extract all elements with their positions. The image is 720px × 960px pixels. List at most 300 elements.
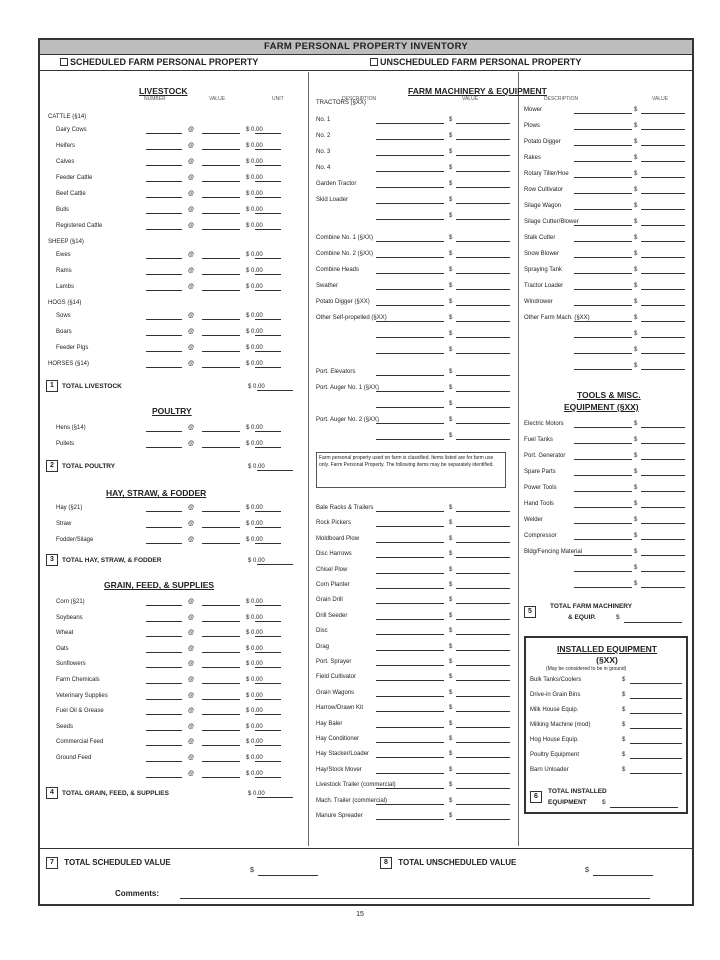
sheep-row-1-number[interactable]: [146, 265, 182, 275]
tools-row-8-label: Bldg/Fencing Material: [524, 549, 583, 555]
mach-b-row-7-dollar: $: [449, 347, 453, 353]
tools-row-5: [524, 498, 690, 511]
mach-d-row-8-label: Disc: [316, 628, 328, 635]
hay-row-2-unit-field[interactable]: [255, 534, 281, 544]
mach-b-row-0-value[interactable]: [456, 232, 510, 242]
tools-row-2-value[interactable]: [641, 450, 685, 460]
mach-d-row-11-value[interactable]: [456, 671, 510, 681]
mach-d-row-10-desc[interactable]: [376, 656, 444, 666]
unscheduled-checkbox[interactable]: [370, 58, 378, 66]
mach-right-row-6-value[interactable]: [641, 200, 685, 210]
sheep-row-1-value[interactable]: [202, 265, 240, 275]
mach-right-row-4-value[interactable]: [641, 168, 685, 178]
horses-number[interactable]: [146, 358, 182, 368]
grain-row-1-value[interactable]: [202, 612, 240, 622]
mach-a-row-6-desc[interactable]: [376, 210, 444, 220]
grain-row-9-value[interactable]: [202, 736, 240, 746]
mach-b-row-5-value[interactable]: [456, 312, 510, 322]
hog-row-0-number[interactable]: [146, 310, 182, 320]
mach-d-row-19-value[interactable]: [456, 795, 510, 805]
tools-row-1-label: Fuel Tanks: [524, 437, 553, 443]
hog-row-0-unit-field[interactable]: [255, 310, 281, 320]
tools-row-6-desc[interactable]: [574, 514, 632, 524]
mach-d-row-18-value[interactable]: [456, 779, 510, 789]
mach-right-row-0-desc[interactable]: [574, 104, 632, 114]
hog-row-1-number[interactable]: [146, 326, 182, 336]
mach-d-row-11-desc[interactable]: [376, 671, 444, 681]
grain-row-6-value[interactable]: [202, 690, 240, 700]
cattle-row-2-value[interactable]: [202, 156, 240, 166]
grain-row-4-number[interactable]: [146, 658, 182, 668]
cattle-row-3-value[interactable]: [202, 172, 240, 182]
mach-a-row-4: [316, 178, 516, 191]
mach-b-row-6-value[interactable]: [456, 328, 510, 338]
mach-c-row-4-value[interactable]: [456, 430, 510, 440]
mach-a-row-4-desc[interactable]: [376, 178, 444, 188]
mach-right-row-13-desc[interactable]: [574, 312, 632, 322]
cattle-row-3-unit-field[interactable]: [255, 172, 281, 182]
grain-row-11-at: @: [188, 770, 195, 777]
cattle-row-4-number[interactable]: [146, 188, 182, 198]
mach-b-row-1-value[interactable]: [456, 248, 510, 258]
mach-right-row-7-desc[interactable]: [574, 216, 632, 226]
mach-d-row-2-value[interactable]: [456, 533, 510, 543]
installed-row-4-value[interactable]: [630, 734, 682, 744]
grain-row-7-number[interactable]: [146, 705, 182, 715]
horses-at: @: [188, 361, 195, 367]
grain-row-10-value[interactable]: [202, 752, 240, 762]
grain-row-6-number[interactable]: [146, 690, 182, 700]
hay-row-0-unit-field[interactable]: [255, 502, 281, 512]
tools-row-3-value[interactable]: [641, 466, 685, 476]
mach-right-row-8-value[interactable]: [641, 232, 685, 242]
mach-b-row-2-desc[interactable]: [376, 264, 444, 274]
grain-row-3-unit-field[interactable]: [255, 643, 281, 653]
grain-row-0-number[interactable]: [146, 596, 182, 606]
installed-row-3-value[interactable]: [630, 719, 682, 729]
tools-header-2: EQUIPMENT (§XX): [564, 402, 639, 412]
mach-right-row-6: [524, 200, 690, 213]
hog-row-1-value[interactable]: [202, 326, 240, 336]
cattle-row-5-number[interactable]: [146, 204, 182, 214]
cattle-row-1-unit-field[interactable]: [255, 140, 281, 150]
hay-row-0: [48, 502, 303, 515]
cattle-row-6-value[interactable]: [202, 220, 240, 230]
mach-d-row-3-value[interactable]: [456, 548, 510, 558]
tools-row-0-desc[interactable]: [574, 418, 632, 428]
sched-value-field[interactable]: [258, 866, 318, 876]
cattle-row-2-unit-field[interactable]: [255, 156, 281, 166]
sheep-row-0-number[interactable]: [146, 249, 182, 259]
grain-row-1-number[interactable]: [146, 612, 182, 622]
hog-row-2: [48, 342, 303, 355]
mach-d-row-1-desc[interactable]: [376, 517, 444, 527]
installed-row-6-value[interactable]: [630, 764, 682, 774]
grain-row-9-number[interactable]: [146, 736, 182, 746]
mach-d-row-2-dollar: $: [449, 535, 453, 542]
cattle-row-3-number[interactable]: [146, 172, 182, 182]
mach-d-row-18-desc[interactable]: [376, 779, 444, 789]
mach-a-row-3-desc[interactable]: [376, 162, 444, 172]
poultry-row-1-value[interactable]: [202, 438, 240, 448]
installed-row-2-value[interactable]: [630, 704, 682, 714]
grain-row-10-unit-field[interactable]: [255, 752, 281, 762]
mach-right-row-1-desc[interactable]: [574, 120, 632, 130]
total-machinery-field[interactable]: [624, 613, 682, 623]
sheep-row-2-number[interactable]: [146, 281, 182, 291]
mach-d-row-4-desc[interactable]: [376, 564, 444, 574]
grain-row-8-unit-field[interactable]: [255, 721, 281, 731]
mach-d-row-14-value[interactable]: [456, 718, 510, 728]
cattle-row-6-number[interactable]: [146, 220, 182, 230]
tools-row-8-value[interactable]: [641, 546, 685, 556]
mach-c-row-1-desc[interactable]: [376, 382, 444, 392]
tools-row-9-desc[interactable]: [574, 562, 632, 572]
mach-a-row-1-value[interactable]: [456, 130, 510, 140]
mach-d-row-7-value[interactable]: [456, 610, 510, 620]
cattle-row-0-unit: $ 0.00: [246, 127, 263, 133]
mach-right-row-8-desc[interactable]: [574, 232, 632, 242]
tools-row-7-dollar: $: [634, 533, 638, 539]
mach-right-row-10: [524, 264, 690, 277]
grain-row-8-value[interactable]: [202, 721, 240, 731]
mach-right-row-14-desc[interactable]: [574, 328, 632, 338]
mach-d-row-20-value[interactable]: [456, 810, 510, 820]
mach-a-row-6-value[interactable]: [456, 210, 510, 220]
sheep-row-1-unit-field[interactable]: [255, 265, 281, 275]
tools-row-1-desc[interactable]: [574, 434, 632, 444]
mach-d-row-2-desc[interactable]: [376, 533, 444, 543]
mach-a-row-0-value[interactable]: [456, 114, 510, 124]
grain-row-5-unit-field[interactable]: [255, 674, 281, 684]
mach-d-row-12-desc[interactable]: [376, 687, 444, 697]
cattle-row-0-value[interactable]: [202, 124, 240, 134]
cattle-row-1-value[interactable]: [202, 140, 240, 150]
hog-row-1-unit-field[interactable]: [255, 326, 281, 336]
mach-right-row-7-value[interactable]: [641, 216, 685, 226]
grain-row-2-unit-field[interactable]: [255, 627, 281, 637]
mach-right-row-10-desc[interactable]: [574, 264, 632, 274]
mach-right-row-0-value[interactable]: [641, 104, 685, 114]
mach-c-row-1-value[interactable]: [456, 382, 510, 392]
total-installed-field[interactable]: [610, 798, 678, 808]
hay-row-2-at: @: [188, 537, 195, 543]
mach-b-row-6-desc[interactable]: [376, 328, 444, 338]
mach-d-row-15-desc[interactable]: [376, 733, 444, 743]
total-hay-field[interactable]: [257, 555, 293, 565]
mach-d-row-20-desc[interactable]: [376, 810, 444, 820]
tools-row-9-value[interactable]: [641, 562, 685, 572]
mach-b-row-3-desc[interactable]: [376, 280, 444, 290]
mach-d-row-5-value[interactable]: [456, 579, 510, 589]
mach-right-row-8-dollar: $: [634, 235, 638, 241]
total-hay-dollar: $ 0.00: [248, 558, 265, 564]
mach-a-row-4-value[interactable]: [456, 178, 510, 188]
tools-row-4-value[interactable]: [641, 482, 685, 492]
total-installed-box: 6: [530, 791, 542, 803]
mach-d-row-0-desc[interactable]: [376, 502, 444, 512]
grain-row-8: [48, 721, 303, 734]
mach-c-row-4-desc[interactable]: [376, 430, 444, 440]
tools-row-0-value[interactable]: [641, 418, 685, 428]
tools-row-1-value[interactable]: [641, 434, 685, 444]
poultry-row-1-number[interactable]: [146, 438, 182, 448]
mach-a-row-0-desc[interactable]: [376, 114, 444, 124]
poultry-row-0-number[interactable]: [146, 422, 182, 432]
mach-a-row-4-dollar: $: [449, 181, 453, 187]
horses-unit-field[interactable]: [255, 358, 281, 368]
mach-right-row-1-value[interactable]: [641, 120, 685, 130]
mach-right-row-6-desc[interactable]: [574, 200, 632, 210]
grain-row-0-value[interactable]: [202, 596, 240, 606]
mach-d-row-14-desc[interactable]: [376, 718, 444, 728]
mach-d-row-0-value[interactable]: [456, 502, 510, 512]
mach-b-row-4-desc[interactable]: [376, 296, 444, 306]
hay-row-0-value[interactable]: [202, 502, 240, 512]
mach-d-row-16-value[interactable]: [456, 748, 510, 758]
mach-a-row-5-desc[interactable]: [376, 194, 444, 204]
cattle-row-0-unit-field[interactable]: [255, 124, 281, 134]
mach-d-row-6-desc[interactable]: [376, 594, 444, 604]
mach-d-row-9-value[interactable]: [456, 641, 510, 651]
poultry-row-0-unit: $ 0.00: [246, 425, 263, 431]
mach-right-row-11-desc[interactable]: [574, 280, 632, 290]
mach-d-row-17-desc[interactable]: [376, 764, 444, 774]
mach-d-row-19-label: Mach. Trailer (commercial): [316, 797, 388, 804]
sheep-row-2-value[interactable]: [202, 281, 240, 291]
mach-right-row-2-label: Potato Digger: [524, 139, 561, 145]
mach-right-row-9-desc[interactable]: [574, 248, 632, 258]
mach-right-row-15-value[interactable]: [641, 344, 685, 354]
total-poultry-field[interactable]: [257, 461, 293, 471]
mach-d-row-4-value[interactable]: [456, 564, 510, 574]
mach-b-row-1-desc[interactable]: [376, 248, 444, 258]
mach-right-row-2-desc[interactable]: [574, 136, 632, 146]
mach-right-row-0-label: Mower: [524, 107, 543, 113]
grain-row-3-value[interactable]: [202, 643, 240, 653]
comments-field[interactable]: [180, 889, 650, 899]
mach-right-row-2-value[interactable]: [641, 136, 685, 146]
scheduled-option[interactable]: [60, 54, 258, 70]
mach-b-row-5-desc[interactable]: [376, 312, 444, 322]
grain-row-7-value[interactable]: [202, 705, 240, 715]
mach-d-row-8-desc[interactable]: [376, 625, 444, 635]
mach-right-row-15-desc[interactable]: [574, 344, 632, 354]
grain-row-4-unit-field[interactable]: [255, 658, 281, 668]
cattle-row-6-unit-field[interactable]: [255, 220, 281, 230]
mach-right-row-16-desc[interactable]: [574, 360, 632, 370]
hay-row-1-number[interactable]: [146, 518, 182, 528]
mach-right-row-10-value[interactable]: [641, 264, 685, 274]
mach-a-row-5-value[interactable]: [456, 194, 510, 204]
hog-row-1-label: Boars: [56, 329, 72, 335]
mach-d-row-16-desc[interactable]: [376, 748, 444, 758]
hay-row-0-number[interactable]: [146, 502, 182, 512]
mach-b-row-2-value[interactable]: [456, 264, 510, 274]
tools-row-10-value[interactable]: [641, 578, 685, 588]
mach-c-row-2-desc[interactable]: [376, 398, 444, 408]
mach-a-row-2-value[interactable]: [456, 146, 510, 156]
hay-row-1-value[interactable]: [202, 518, 240, 528]
poultry-row-1: [48, 438, 303, 451]
grain-row-3-number[interactable]: [146, 643, 182, 653]
mach-d-row-6-label: Grain Drill: [316, 597, 343, 604]
sheep-row-0-unit-field[interactable]: [255, 249, 281, 259]
mach-d-row-3-desc[interactable]: [376, 548, 444, 558]
mach-c-row-0-desc[interactable]: [376, 366, 444, 376]
mach-b-row-7-value[interactable]: [456, 344, 510, 354]
unsched-value-field[interactable]: [593, 866, 653, 876]
tools-row-7-desc[interactable]: [574, 530, 632, 540]
hay-row-1-unit-field[interactable]: [255, 518, 281, 528]
grain-row-6-unit-field[interactable]: [255, 690, 281, 700]
mach-right-row-16-value[interactable]: [641, 360, 685, 370]
mach-a-row-3-value[interactable]: [456, 162, 510, 172]
cattle-row-4-unit-field[interactable]: [255, 188, 281, 198]
cattle-row-1-number[interactable]: [146, 140, 182, 150]
poultry-row-0-value[interactable]: [202, 422, 240, 432]
mach-b-row-3: [316, 280, 516, 293]
mach-right-row-14-value[interactable]: [641, 328, 685, 338]
unscheduled-option[interactable]: [370, 54, 581, 70]
mach-right-row-12-value[interactable]: [641, 296, 685, 306]
grain-row-4-value[interactable]: [202, 658, 240, 668]
cattle-row-5-unit-field[interactable]: [255, 204, 281, 214]
grain-row-1-unit-field[interactable]: [255, 612, 281, 622]
mach-c-row-3-value[interactable]: [456, 414, 510, 424]
tools-row-6-value[interactable]: [641, 514, 685, 524]
poultry-row-1-unit-field[interactable]: [255, 438, 281, 448]
poultry-row-1-label: Pullets: [56, 441, 75, 447]
hay-row-2-value[interactable]: [202, 534, 240, 544]
grain-row-5-value[interactable]: [202, 674, 240, 684]
mach-right-row-13-value[interactable]: [641, 312, 685, 322]
tools-row-10-desc[interactable]: [574, 578, 632, 588]
installed-row-6-label: Barn Unloader: [530, 767, 569, 773]
hog-row-0-value[interactable]: [202, 310, 240, 320]
mach-d-row-19-desc[interactable]: [376, 795, 444, 805]
grain-row-5-number[interactable]: [146, 674, 182, 684]
mach-b-row-0-desc[interactable]: [376, 232, 444, 242]
sheep-row-2-unit-field[interactable]: [255, 281, 281, 291]
cattle-row-2-number[interactable]: [146, 156, 182, 166]
sheep-row-2-at: @: [188, 284, 195, 290]
installed-row-4: [530, 734, 686, 747]
tools-row-4-label: Power Tools: [524, 485, 557, 491]
mach-d-row-17-value[interactable]: [456, 764, 510, 774]
grain-row-11-value[interactable]: [202, 768, 240, 778]
mach-d-row-15-value[interactable]: [456, 733, 510, 743]
mach-right-row-9-value[interactable]: [641, 248, 685, 258]
grain-row-2-number[interactable]: [146, 627, 182, 637]
installed-row-5-value[interactable]: [630, 749, 682, 759]
mach-right-row-5-desc[interactable]: [574, 184, 632, 194]
mach-b-row-7-desc[interactable]: [376, 344, 444, 354]
total-livestock-field[interactable]: [257, 381, 293, 391]
mach-d-row-7-desc[interactable]: [376, 610, 444, 620]
cattle-row-0-number[interactable]: [146, 124, 182, 134]
mach-d-row-13-value[interactable]: [456, 702, 510, 712]
mach-right-row-5-value[interactable]: [641, 184, 685, 194]
cattle-section-label: CATTLE (§14): [48, 114, 87, 120]
mach-d-row-1-value[interactable]: [456, 517, 510, 527]
poultry-row-0-unit-field[interactable]: [255, 422, 281, 432]
mach-d-row-5-desc[interactable]: [376, 579, 444, 589]
mach-b-row-3-value[interactable]: [456, 280, 510, 290]
hog-row-2-unit-field[interactable]: [255, 342, 281, 352]
mach-d-row-13-desc[interactable]: [376, 702, 444, 712]
box-8: 8: [380, 857, 392, 869]
tools-row-3-desc[interactable]: [574, 466, 632, 476]
mach-d-row-12-value[interactable]: [456, 687, 510, 697]
mach-right-row-1: [524, 120, 690, 133]
mach-c-row-0-value[interactable]: [456, 366, 510, 376]
mach-d-row-9-label: Drag: [316, 643, 330, 650]
column-livestock: [44, 72, 306, 846]
hay-row-1-unit: $ 0.00: [246, 521, 263, 527]
installed-row-0-value[interactable]: [630, 674, 682, 684]
grain-row-9-unit-field[interactable]: [255, 736, 281, 746]
hay-row-2-number[interactable]: [146, 534, 182, 544]
mach-d-row-9-desc[interactable]: [376, 641, 444, 651]
tools-row-5-value[interactable]: [641, 498, 685, 508]
grain-row-2-value[interactable]: [202, 627, 240, 637]
grain-row-11-unit-field[interactable]: [255, 768, 281, 778]
grain-row-10-number[interactable]: [146, 752, 182, 762]
mach-c-row-2-value[interactable]: [456, 398, 510, 408]
mach-a-row-1-desc[interactable]: [376, 130, 444, 140]
grain-row-8-number[interactable]: [146, 721, 182, 731]
cattle-row-2-unit: $ 0.00: [246, 159, 263, 165]
mach-b-row-4-value[interactable]: [456, 296, 510, 306]
tools-row-5-desc[interactable]: [574, 498, 632, 508]
tools-row-2-desc[interactable]: [574, 450, 632, 460]
sheep-row-0-value[interactable]: [202, 249, 240, 259]
poultry-row-0-label: Hens (§14): [56, 425, 86, 431]
grain-row-7-unit-field[interactable]: [255, 705, 281, 715]
mach-d-row-10-value[interactable]: [456, 656, 510, 666]
installed-row-1-value[interactable]: [630, 689, 682, 699]
cattle-row-5-value[interactable]: [202, 204, 240, 214]
mach-right-row-9-label: Snow Blower: [524, 251, 560, 257]
machinery-note: Farm personal property used on farm is classified. Items listed are for farm use only. Farm Personal Property. The following items may be separately identified.: [316, 452, 506, 488]
mach-a-row-2-desc[interactable]: [376, 146, 444, 156]
grain-row-11-number[interactable]: [146, 768, 182, 778]
tools-row-8-desc[interactable]: [574, 546, 632, 556]
mach-right-row-11-value[interactable]: [641, 280, 685, 290]
mach-right-row-3-value[interactable]: [641, 152, 685, 162]
hog-row-2-value[interactable]: [202, 342, 240, 352]
mach-right-row-4-desc[interactable]: [574, 168, 632, 178]
mach-right-row-12-desc[interactable]: [574, 296, 632, 306]
tools-row-7-value[interactable]: [641, 530, 685, 540]
mach-right-row-3-desc[interactable]: [574, 152, 632, 162]
hog-row-2-number[interactable]: [146, 342, 182, 352]
tools-row-4-desc[interactable]: [574, 482, 632, 492]
mach-c-row-4: [316, 430, 516, 443]
total-grain-field[interactable]: [257, 788, 293, 798]
mach-d-row-8-value[interactable]: [456, 625, 510, 635]
cattle-row-4-value[interactable]: [202, 188, 240, 198]
scheduled-checkbox[interactable]: [60, 58, 68, 66]
grain-row-1-at: @: [188, 614, 195, 621]
hog-row-0-unit: $ 0.00: [246, 313, 263, 319]
horses-value[interactable]: [202, 358, 240, 368]
grain-row-9-label: Commercial Feed: [56, 739, 104, 746]
mach-c-row-3-desc[interactable]: [376, 414, 444, 424]
grain-row-0-unit-field[interactable]: [255, 596, 281, 606]
mach-d-row-6-value[interactable]: [456, 594, 510, 604]
